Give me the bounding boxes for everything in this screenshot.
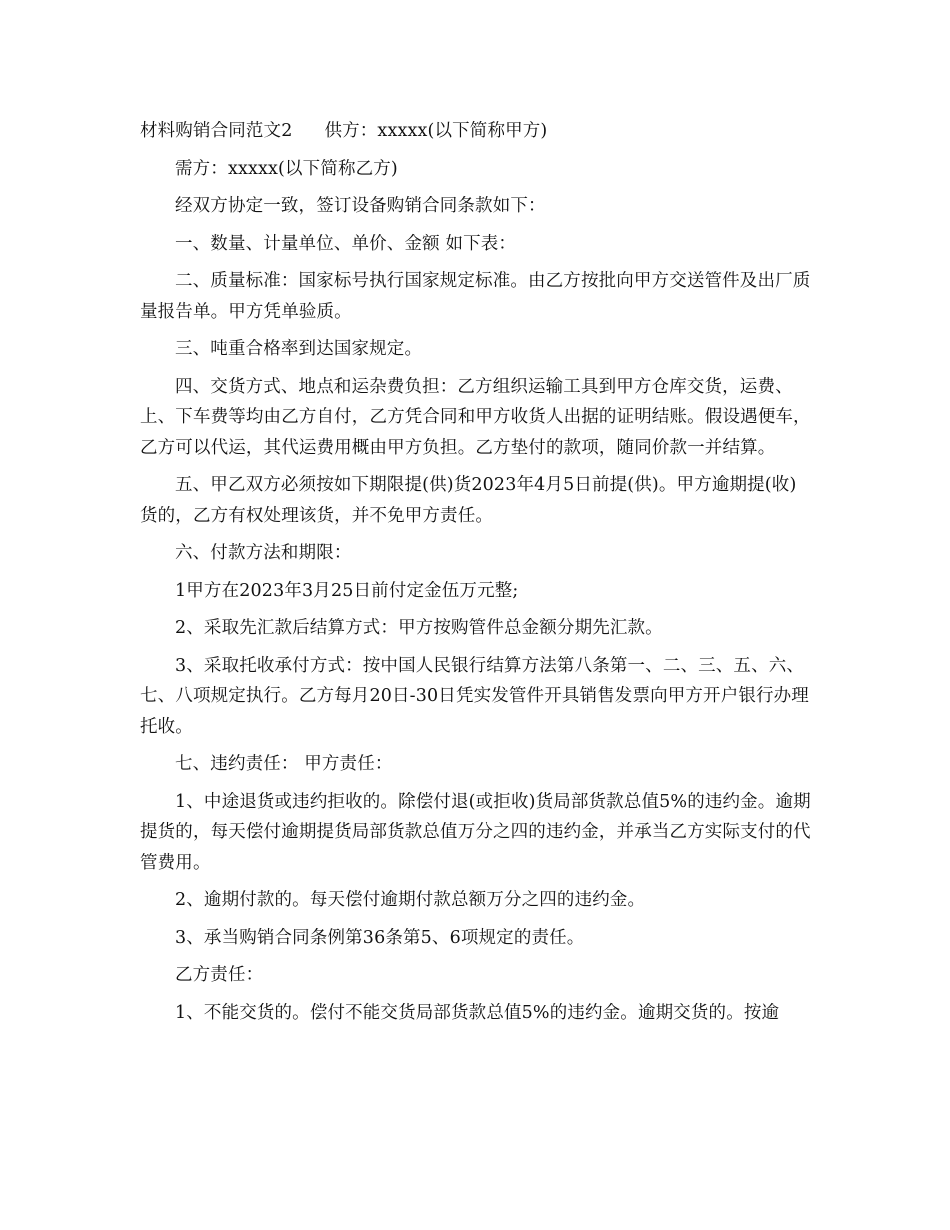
paragraph-clause-1: 一、数量、计量单位、单价、金额 如下表： bbox=[175, 233, 517, 254]
paragraph-buyer: 需方：xxxxx(以下简称乙方) bbox=[175, 158, 398, 179]
document-body bbox=[140, 116, 812, 1035]
paragraph-party-a-3: 3、承当购销合同条例第36条第5、6项规定的责任。 bbox=[175, 927, 585, 948]
paragraph-clause-5: 五、甲乙双方必须按如下期限提(供)货2023年4月5日前提(供)。甲方逾期提(收)货的，乙方有权处理该货，并不免甲方责任。 bbox=[140, 475, 797, 526]
paragraph-party-a-2: 2、逾期付款的。每天偿付逾期付款总额万分之四的违约金。 bbox=[175, 890, 646, 910]
paragraph-payment-2: 2、采取先汇款后结算方式：甲方按购管件总金额分期先汇款。 bbox=[175, 618, 663, 638]
paragraph-intro: 经双方协定一致，签订设备购销合同条款如下： bbox=[175, 196, 546, 216]
paragraph-clause-6: 六、付款方法和期限： bbox=[175, 543, 352, 563]
paragraph-party-b-1: 1、不能交货的。偿付不能交货局部货款总值5%的违约金。逾期交货的。按逾 bbox=[175, 1002, 780, 1023]
title-line bbox=[140, 116, 812, 147]
paragraph-clause-2: 二、质量标准：国家标号执行国家规定标准。由乙方按批向甲方交送管件及出厂质量报告单。甲方凭单验质。 bbox=[140, 271, 811, 322]
paragraph-clause-4: 四、交货方式、地点和运杂费负担：乙方组织运输工具到甲方仓库交货，运费、上、下车费等均由乙方自付，乙方凭合同和甲方收货人出据的证明结账。假设遇便车，乙方可以代运，其代运费用概由甲方负担。乙方垫付的款项，随同价款一并结算。 bbox=[140, 376, 811, 458]
supplier-line: 供方：xxxxx(以下简称甲方) bbox=[324, 121, 548, 141]
paragraph-party-a-1: 1、中途退货或违约拒收的。除偿付退(或拒收)货局部货款总值5%的违约金。逾期提货的，每天偿付逾期提货局部货款总值万分之四的违约金，并承当乙方实际支付的代管费用。 bbox=[140, 791, 811, 873]
paragraph-payment-1: 1甲方在2023年3月25日前付定金伍万元整; bbox=[175, 580, 519, 601]
paragraph-clause-7: 七、违约责任： 甲方责任： bbox=[175, 754, 393, 774]
document-title: 材料购销合同范文2 bbox=[140, 121, 293, 141]
paragraph-party-b-heading: 乙方责任： bbox=[175, 965, 264, 985]
paragraph-payment-3: 3、采取托收承付方式：按中国人民银行结算方法第八条第一、二、三、五、六、七、八项规定执行。乙方每月20日-30日凭实发管件开具销售发票向甲方开户银行办理托收。 bbox=[140, 655, 809, 737]
paragraph-clause-3: 三、吨重合格率到达国家规定。 bbox=[175, 339, 423, 359]
